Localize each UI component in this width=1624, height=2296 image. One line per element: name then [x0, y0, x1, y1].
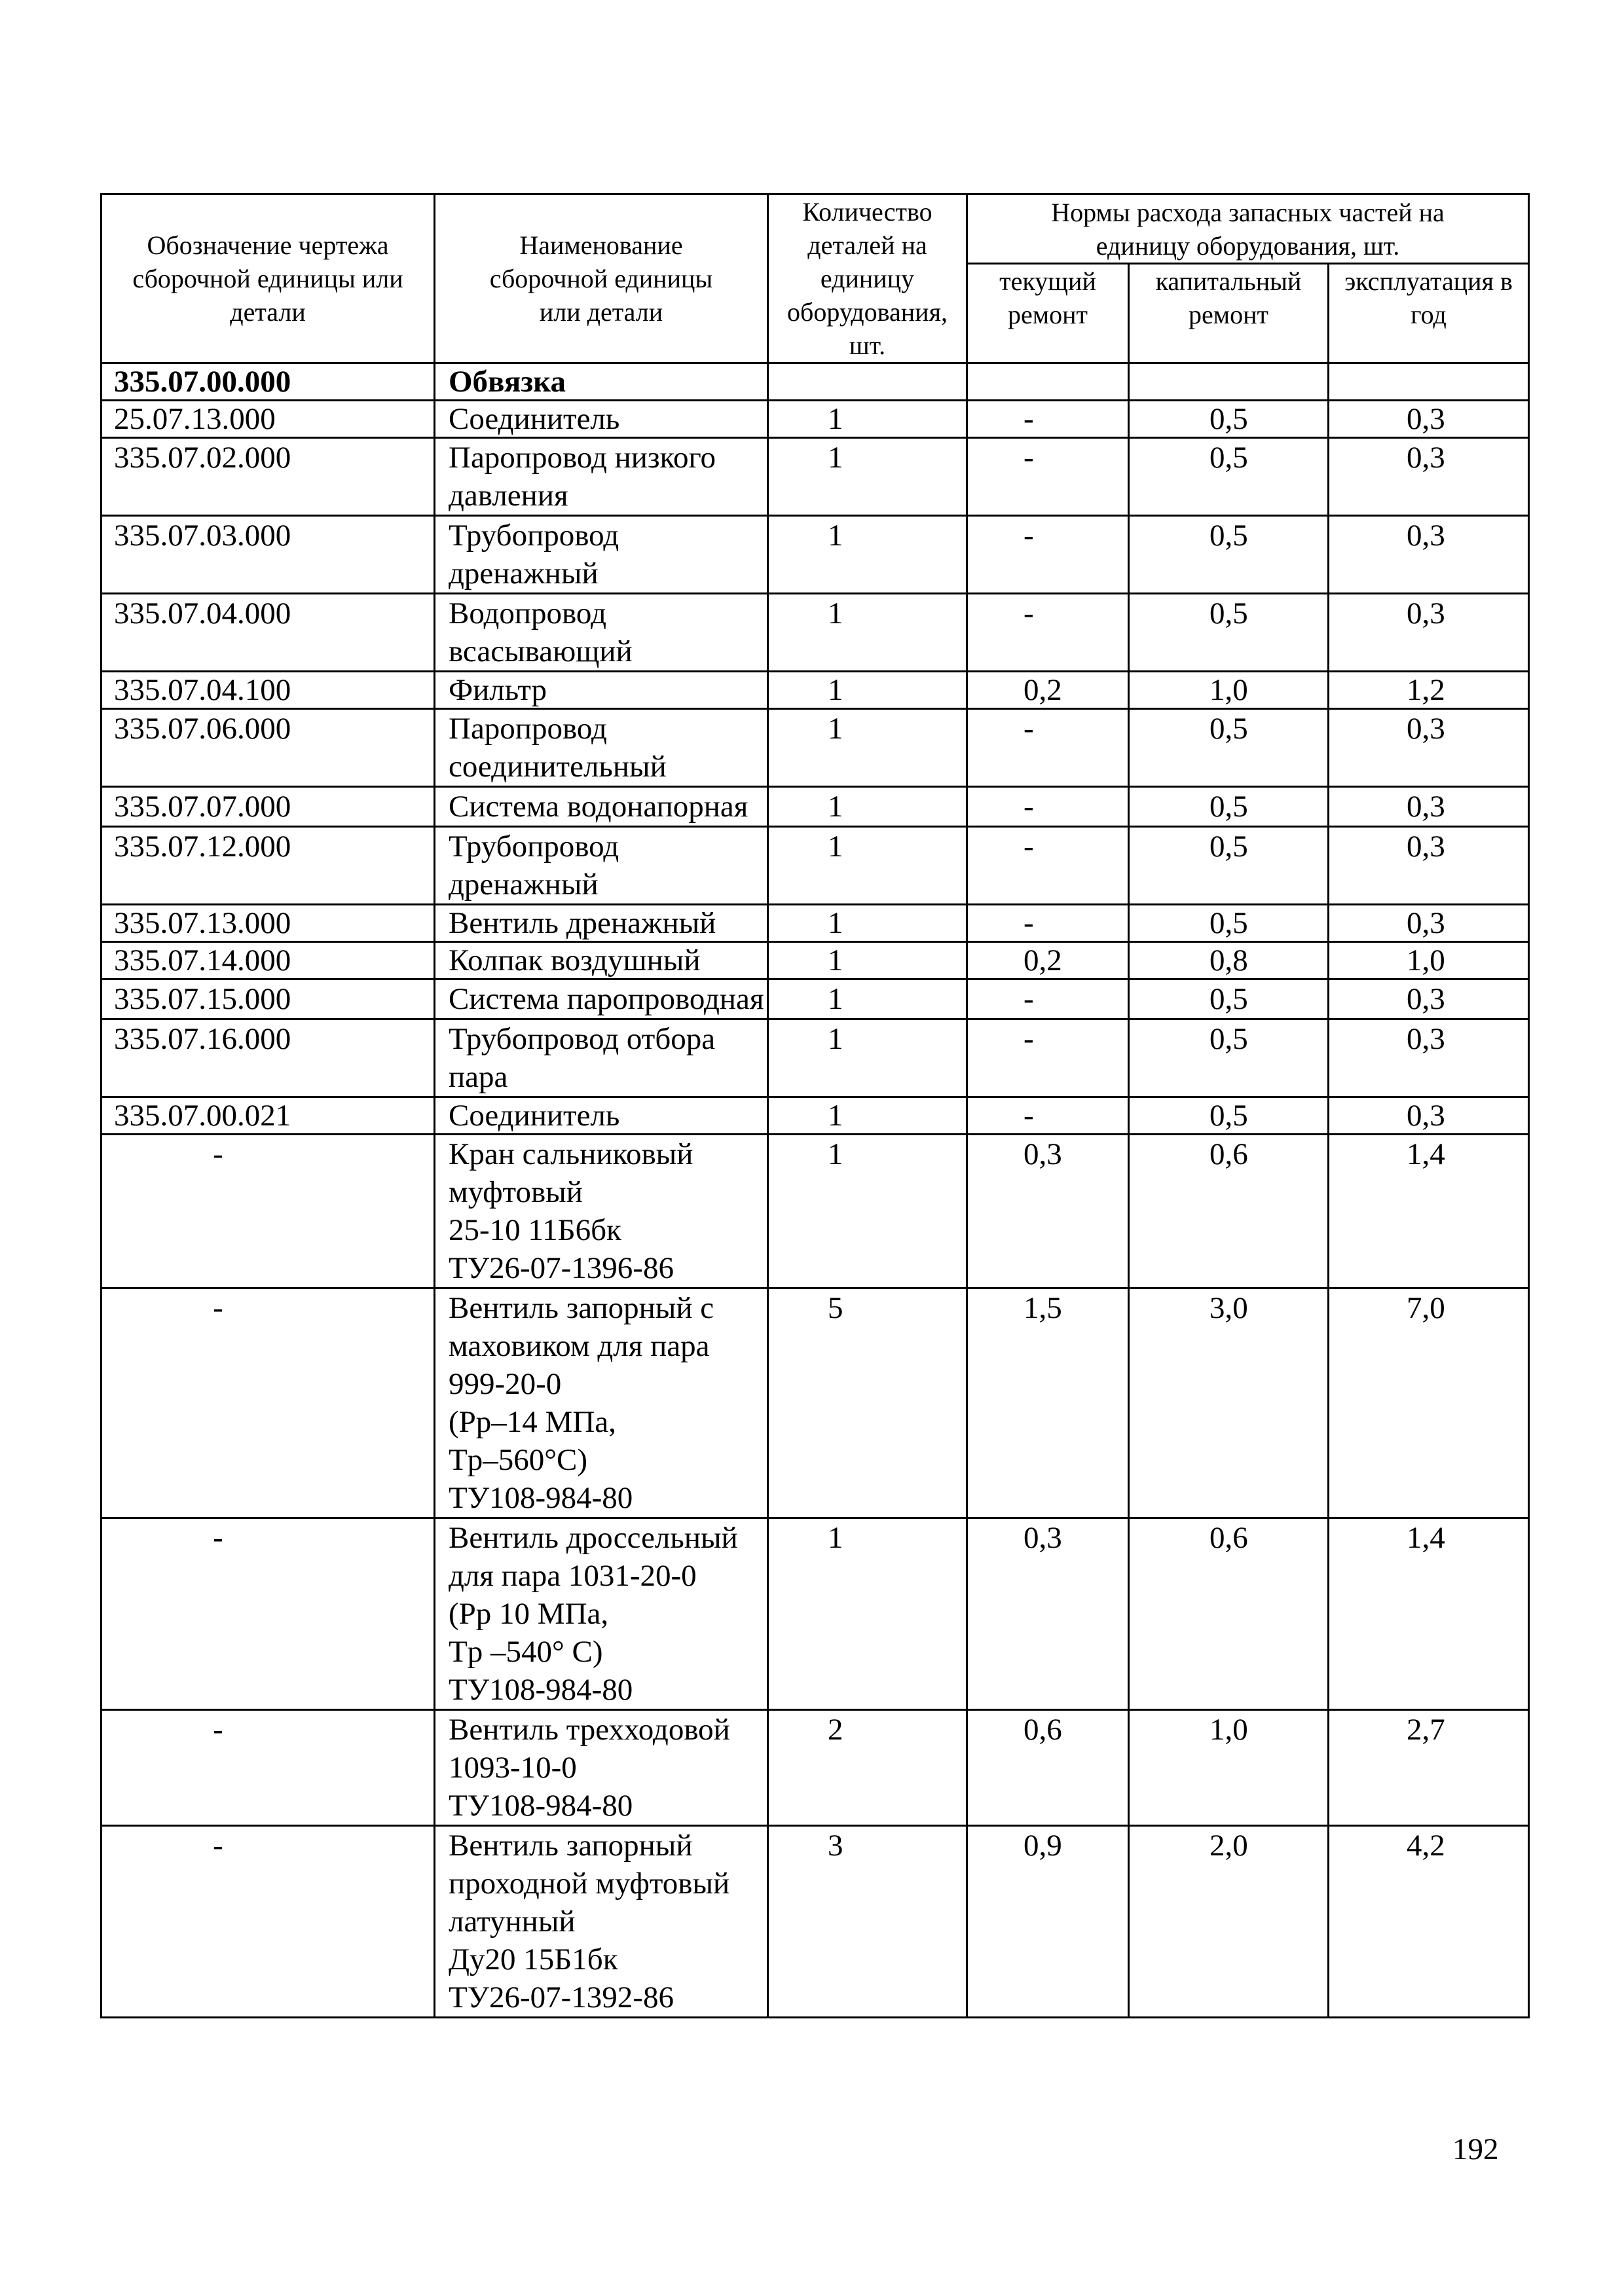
table-row: [101, 438, 1529, 516]
cell-qty: 1: [768, 905, 967, 942]
table-row: [101, 1097, 1529, 1135]
cell-code: 335.07.04.000: [101, 594, 435, 672]
cell-code: -: [101, 1135, 435, 1288]
cell-current-repair: 0,2: [967, 942, 1129, 979]
cell-capital-repair: [1129, 363, 1329, 401]
table-row: [101, 594, 1529, 672]
cell-name: Вентиль запорный проходной муфтовый латунный Ду20 15Б1бк ТУ26-07-1392-86: [435, 1826, 768, 2018]
cell-current-repair: -: [967, 709, 1129, 787]
cell-name: Паропровод соединительный: [435, 709, 768, 787]
cell-name: Вентиль дренажный: [435, 905, 768, 942]
cell-code: 335.07.00.021: [101, 1097, 435, 1135]
cell-capital-repair: 0,5: [1129, 1019, 1329, 1097]
page-number: 192: [1452, 2132, 1499, 2166]
cell-name: Система паропроводная: [435, 979, 768, 1019]
cell-current-repair: 0,2: [967, 672, 1129, 709]
table-row: [101, 1710, 1529, 1826]
cell-capital-repair: 0,8: [1129, 942, 1329, 979]
cell-exploitation: 0,3: [1329, 787, 1529, 827]
cell-qty: 3: [768, 1826, 967, 2018]
cell-qty: [768, 363, 967, 401]
cell-qty: 1: [768, 672, 967, 709]
cell-name: Система водонапорная: [435, 787, 768, 827]
cell-exploitation: 0,3: [1329, 1097, 1529, 1135]
cell-code: 335.07.07.000: [101, 787, 435, 827]
cell-capital-repair: 0,5: [1129, 438, 1329, 516]
cell-name: Соединитель: [435, 401, 768, 438]
cell-capital-repair: 0,5: [1129, 516, 1329, 594]
cell-capital-repair: 3,0: [1129, 1288, 1329, 1518]
cell-name: Колпак воздушный: [435, 942, 768, 979]
cell-name: Трубопровод дренажный: [435, 516, 768, 594]
cell-code: -: [101, 1518, 435, 1710]
table-row: [101, 1019, 1529, 1097]
header-norms: Нормы расхода запасных частей на единицу оборудования, шт.: [967, 194, 1529, 264]
table-row: [101, 979, 1529, 1019]
cell-current-repair: 1,5: [967, 1288, 1129, 1518]
cell-capital-repair: 0,5: [1129, 401, 1329, 438]
table-row: [101, 942, 1529, 979]
cell-exploitation: 0,3: [1329, 905, 1529, 942]
table-row: [101, 1135, 1529, 1288]
cell-current-repair: -: [967, 401, 1129, 438]
cell-current-repair: -: [967, 1019, 1129, 1097]
cell-capital-repair: 1,0: [1129, 1710, 1329, 1826]
cell-exploitation: 0,3: [1329, 709, 1529, 787]
cell-current-repair: -: [967, 1097, 1129, 1135]
cell-qty: 1: [768, 942, 967, 979]
header-capital: капитальный ремонт: [1129, 264, 1329, 363]
cell-qty: 1: [768, 1097, 967, 1135]
cell-capital-repair: 0,5: [1129, 594, 1329, 672]
cell-name: Вентиль трехходовой 1093-10-0 ТУ108-984-80: [435, 1710, 768, 1826]
cell-qty: 1: [768, 1019, 967, 1097]
cell-capital-repair: 0,5: [1129, 979, 1329, 1019]
cell-code: 335.07.14.000: [101, 942, 435, 979]
cell-capital-repair: 0,5: [1129, 787, 1329, 827]
cell-name: Кран сальниковый муфтовый 25-10 11Б6бк ТУ26-07-1396-86: [435, 1135, 768, 1288]
cell-capital-repair: 0,5: [1129, 1097, 1329, 1135]
cell-name: Фильтр: [435, 672, 768, 709]
cell-qty: 2: [768, 1710, 967, 1826]
cell-capital-repair: 0,5: [1129, 709, 1329, 787]
cell-qty: 1: [768, 709, 967, 787]
cell-qty: 1: [768, 979, 967, 1019]
header-current: текущий ремонт: [967, 264, 1129, 363]
cell-code: 335.07.13.000: [101, 905, 435, 942]
cell-current-repair: -: [967, 594, 1129, 672]
cell-qty: 1: [768, 594, 967, 672]
cell-exploitation: 0,3: [1329, 979, 1529, 1019]
cell-current-repair: [967, 363, 1129, 401]
cell-current-repair: -: [967, 787, 1129, 827]
cell-code: 335.07.04.100: [101, 672, 435, 709]
cell-code: 335.07.15.000: [101, 979, 435, 1019]
cell-exploitation: 7,0: [1329, 1288, 1529, 1518]
cell-qty: 1: [768, 827, 967, 905]
cell-code: 335.07.06.000: [101, 709, 435, 787]
cell-exploitation: 1,4: [1329, 1135, 1529, 1288]
cell-exploitation: 0,3: [1329, 516, 1529, 594]
table-row: [101, 787, 1529, 827]
cell-exploitation: 0,3: [1329, 594, 1529, 672]
cell-code: 335.07.12.000: [101, 827, 435, 905]
cell-name: Вентиль дроссельный для пара 1031-20-0 (Pр 10 МПа, Tр –540° С) ТУ108-984-80: [435, 1518, 768, 1710]
cell-qty: 1: [768, 1518, 967, 1710]
table-row: [101, 672, 1529, 709]
cell-name: Вентиль запорный с маховиком для пара 999-20-0 (Pр–14 МПа, Tр–560°С) ТУ108-984-80: [435, 1288, 768, 1518]
cell-current-repair: -: [967, 438, 1129, 516]
cell-current-repair: -: [967, 905, 1129, 942]
header-name: Наименование сборочной единицы или детали: [435, 194, 768, 363]
cell-exploitation: 1,2: [1329, 672, 1529, 709]
cell-exploitation: [1329, 363, 1529, 401]
cell-current-repair: 0,9: [967, 1826, 1129, 2018]
cell-code: 335.07.03.000: [101, 516, 435, 594]
cell-name: Трубопровод отбора пара: [435, 1019, 768, 1097]
cell-capital-repair: 0,5: [1129, 905, 1329, 942]
table-row: [101, 1288, 1529, 1518]
cell-exploitation: 0,3: [1329, 1019, 1529, 1097]
cell-qty: 1: [768, 1135, 967, 1288]
cell-code: 335.07.16.000: [101, 1019, 435, 1097]
cell-exploitation: 1,4: [1329, 1518, 1529, 1710]
header-exploit: эксплуатация в год: [1329, 264, 1529, 363]
cell-exploitation: 2,7: [1329, 1710, 1529, 1826]
cell-capital-repair: 0,6: [1129, 1518, 1329, 1710]
cell-code: 25.07.13.000: [101, 401, 435, 438]
cell-name: Обвязка: [435, 363, 768, 401]
cell-qty: 1: [768, 516, 967, 594]
cell-code: 335.07.00.000: [101, 363, 435, 401]
table-row: [101, 827, 1529, 905]
cell-current-repair: -: [967, 516, 1129, 594]
cell-code: -: [101, 1288, 435, 1518]
cell-qty: 1: [768, 787, 967, 827]
cell-exploitation: 0,3: [1329, 438, 1529, 516]
cell-current-repair: -: [967, 827, 1129, 905]
cell-name: Водопровод всасывающий: [435, 594, 768, 672]
header-code: Обозначение чертежа сборочной единицы или детали: [101, 194, 435, 363]
table-row: [101, 516, 1529, 594]
spare-parts-table: [100, 193, 1530, 2018]
table-row: [101, 1826, 1529, 2018]
cell-current-repair: 0,3: [967, 1518, 1129, 1710]
cell-qty: 1: [768, 401, 967, 438]
table-row: [101, 709, 1529, 787]
cell-name: Соединитель: [435, 1097, 768, 1135]
cell-qty: 5: [768, 1288, 967, 1518]
cell-code: -: [101, 1826, 435, 2018]
cell-capital-repair: 1,0: [1129, 672, 1329, 709]
cell-current-repair: 0,6: [967, 1710, 1129, 1826]
cell-exploitation: 0,3: [1329, 401, 1529, 438]
cell-capital-repair: 0,5: [1129, 827, 1329, 905]
table-row: [101, 905, 1529, 942]
cell-exploitation: 4,2: [1329, 1826, 1529, 2018]
table-row: [101, 401, 1529, 438]
cell-code: 335.07.02.000: [101, 438, 435, 516]
cell-exploitation: 0,3: [1329, 827, 1529, 905]
cell-name: Паропровод низкого давления: [435, 438, 768, 516]
cell-current-repair: -: [967, 979, 1129, 1019]
cell-capital-repair: 2,0: [1129, 1826, 1329, 2018]
cell-qty: 1: [768, 438, 967, 516]
header-qty: Количество деталей на единицу оборудования, шт.: [768, 194, 967, 363]
cell-current-repair: 0,3: [967, 1135, 1129, 1288]
table-row: [101, 363, 1529, 401]
cell-exploitation: 1,0: [1329, 942, 1529, 979]
cell-name: Трубопровод дренажный: [435, 827, 768, 905]
cell-code: -: [101, 1710, 435, 1826]
table-row: [101, 1518, 1529, 1710]
table-body: [101, 363, 1529, 2018]
cell-capital-repair: 0,6: [1129, 1135, 1329, 1288]
